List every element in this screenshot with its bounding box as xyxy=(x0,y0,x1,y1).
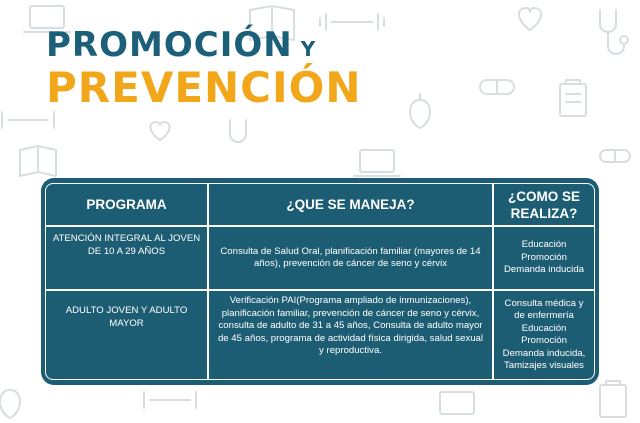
program-table xyxy=(41,178,599,385)
page-title xyxy=(46,25,361,111)
apple-icon xyxy=(0,390,20,418)
row1-programa: ATENCIÓN INTEGRAL AL JOVEN DE 10 A 29 AÑOS xyxy=(45,226,208,290)
pill-icon xyxy=(480,80,514,94)
apple-icon xyxy=(410,94,430,128)
row2-realiza: Consulta médica y de enfermería Educación Promoción Demanda inducida, Tamizajes visuales xyxy=(493,290,595,380)
pill-icon xyxy=(600,150,630,162)
row1-maneja: Consulta de Salud Oral, planificación familiar (mayores de 14 años), prevención de cáncer de seno y cérvix xyxy=(208,226,493,290)
title-line1-wrap xyxy=(46,25,361,65)
title-prevencion: PREVENCIÓN xyxy=(46,63,362,112)
title-promocion: PROMOCIÓN xyxy=(46,25,293,65)
stethoscope-icon xyxy=(600,10,628,54)
laptop-icon xyxy=(354,150,400,176)
header-programa: PROGRAMA xyxy=(45,183,208,226)
clipboard-icon xyxy=(560,80,586,116)
heart-icon xyxy=(519,8,541,30)
book-icon xyxy=(20,146,56,176)
row1-realiza: Educación Promoción Demanda inducida xyxy=(493,226,595,290)
row2-maneja: Verificación PAI(Programa ampliado de inmunizaciones), planificación familiar, prevención de cáncer de seno y cérvix, consulta de adulto de 31 a 45 años, Consulta de adulto mayor de 45 años, programa de actividad física dirigida, salud sexual y reproductiva. xyxy=(208,290,493,380)
header-como-se-realiza: ¿COMO SE REALIZA? xyxy=(493,183,595,226)
clipboard-icon xyxy=(600,381,626,417)
row2-programa: ADULTO JOVEN Y ADULTO MAYOR xyxy=(45,290,208,380)
stethoscope-icon xyxy=(230,120,246,142)
header-que-se-maneja: ¿QUE SE MANEJA? xyxy=(208,183,493,226)
dumbbell-icon xyxy=(144,392,196,408)
laptop-icon xyxy=(440,392,474,414)
heart-icon xyxy=(150,122,169,140)
dumbbell-icon xyxy=(2,112,54,128)
title-connector: Y xyxy=(300,37,316,61)
